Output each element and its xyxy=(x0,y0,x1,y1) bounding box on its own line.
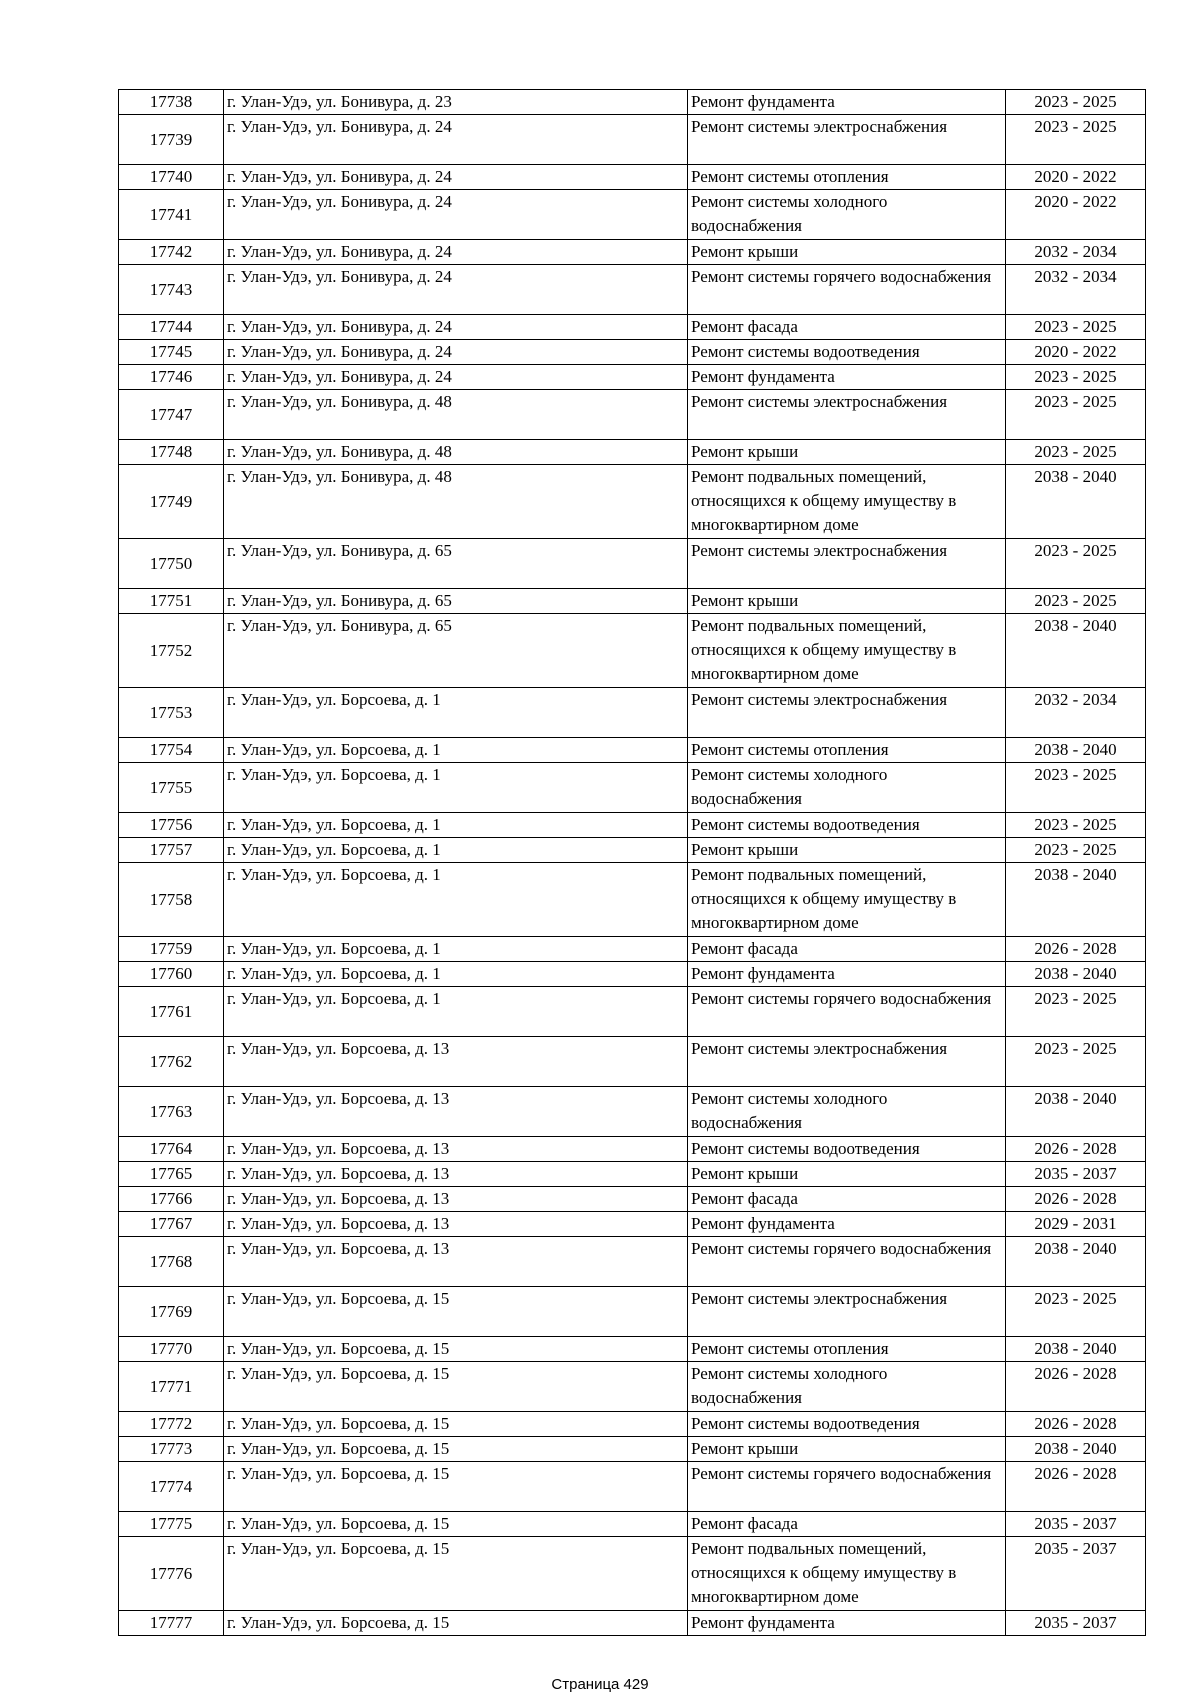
table-row xyxy=(119,1162,1146,1187)
cell-record-id: 17744 xyxy=(119,315,224,340)
cell-work-type: Ремонт системы холодного водоснабжения xyxy=(688,1087,1006,1137)
cell-record-id: 17757 xyxy=(119,838,224,863)
cell-record-id: 17762 xyxy=(119,1037,224,1087)
cell-address: г. Улан-Удэ, ул. Борсоева, д. 1 xyxy=(224,813,688,838)
cell-period: 2023 - 2025 xyxy=(1006,539,1146,589)
cell-work-type: Ремонт фундамента xyxy=(688,365,1006,390)
table-row xyxy=(119,589,1146,614)
cell-record-id: 17745 xyxy=(119,340,224,365)
cell-record-id: 17755 xyxy=(119,763,224,813)
cell-period: 2023 - 2025 xyxy=(1006,1287,1146,1337)
table-row xyxy=(119,1412,1146,1437)
cell-record-id: 17770 xyxy=(119,1337,224,1362)
cell-address: г. Улан-Удэ, ул. Борсоева, д. 15 xyxy=(224,1462,688,1512)
cell-work-type: Ремонт крыши xyxy=(688,240,1006,265)
cell-record-id: 17750 xyxy=(119,539,224,589)
cell-record-id: 17751 xyxy=(119,589,224,614)
table-row xyxy=(119,1212,1146,1237)
cell-address: г. Улан-Удэ, ул. Борсоева, д. 15 xyxy=(224,1362,688,1412)
cell-period: 2023 - 2025 xyxy=(1006,90,1146,115)
cell-work-type: Ремонт фундамента xyxy=(688,1212,1006,1237)
cell-period: 2038 - 2040 xyxy=(1006,863,1146,937)
cell-address: г. Улан-Удэ, ул. Борсоева, д. 1 xyxy=(224,863,688,937)
cell-address: г. Улан-Удэ, ул. Борсоева, д. 13 xyxy=(224,1037,688,1087)
table-row xyxy=(119,763,1146,813)
cell-address: г. Улан-Удэ, ул. Бонивура, д. 48 xyxy=(224,440,688,465)
cell-period: 2032 - 2034 xyxy=(1006,265,1146,315)
cell-address: г. Улан-Удэ, ул. Борсоева, д. 15 xyxy=(224,1437,688,1462)
cell-work-type: Ремонт системы отопления xyxy=(688,738,1006,763)
cell-record-id: 17747 xyxy=(119,390,224,440)
cell-work-type: Ремонт системы отопления xyxy=(688,1337,1006,1362)
cell-record-id: 17752 xyxy=(119,614,224,688)
cell-work-type: Ремонт системы холодного водоснабжения xyxy=(688,1362,1006,1412)
table-row xyxy=(119,165,1146,190)
cell-work-type: Ремонт фасада xyxy=(688,937,1006,962)
table-row xyxy=(119,987,1146,1037)
cell-period: 2026 - 2028 xyxy=(1006,1362,1146,1412)
cell-work-type: Ремонт системы электроснабжения xyxy=(688,539,1006,589)
cell-record-id: 17773 xyxy=(119,1437,224,1462)
cell-period: 2029 - 2031 xyxy=(1006,1212,1146,1237)
cell-period: 2023 - 2025 xyxy=(1006,813,1146,838)
cell-period: 2038 - 2040 xyxy=(1006,1337,1146,1362)
table-row xyxy=(119,838,1146,863)
cell-work-type: Ремонт подвальных помещений, относящихся к общему имуществу в многоквартирном доме xyxy=(688,465,1006,539)
cell-address: г. Улан-Удэ, ул. Бонивура, д. 65 xyxy=(224,614,688,688)
table-row xyxy=(119,937,1146,962)
cell-work-type: Ремонт подвальных помещений, относящихся к общему имуществу в многоквартирном доме xyxy=(688,1537,1006,1611)
cell-address: г. Улан-Удэ, ул. Борсоева, д. 1 xyxy=(224,738,688,763)
cell-work-type: Ремонт крыши xyxy=(688,1437,1006,1462)
cell-address: г. Улан-Удэ, ул. Бонивура, д. 65 xyxy=(224,539,688,589)
cell-record-id: 17760 xyxy=(119,962,224,987)
cell-period: 2032 - 2034 xyxy=(1006,688,1146,738)
cell-record-id: 17777 xyxy=(119,1611,224,1636)
cell-address: г. Улан-Удэ, ул. Бонивура, д. 24 xyxy=(224,190,688,240)
table-row xyxy=(119,1187,1146,1212)
cell-period: 2023 - 2025 xyxy=(1006,390,1146,440)
cell-period: 2026 - 2028 xyxy=(1006,937,1146,962)
table-row xyxy=(119,688,1146,738)
cell-period: 2023 - 2025 xyxy=(1006,987,1146,1037)
cell-work-type: Ремонт крыши xyxy=(688,1162,1006,1187)
cell-record-id: 17739 xyxy=(119,115,224,165)
cell-work-type: Ремонт подвальных помещений, относящихся к общему имуществу в многоквартирном доме xyxy=(688,863,1006,937)
cell-period: 2035 - 2037 xyxy=(1006,1162,1146,1187)
cell-work-type: Ремонт системы горячего водоснабжения xyxy=(688,987,1006,1037)
table-row xyxy=(119,614,1146,688)
cell-work-type: Ремонт системы электроснабжения xyxy=(688,1287,1006,1337)
cell-record-id: 17756 xyxy=(119,813,224,838)
cell-record-id: 17768 xyxy=(119,1237,224,1287)
cell-work-type: Ремонт системы электроснабжения xyxy=(688,390,1006,440)
table-row xyxy=(119,340,1146,365)
cell-record-id: 17775 xyxy=(119,1512,224,1537)
cell-period: 2026 - 2028 xyxy=(1006,1462,1146,1512)
cell-address: г. Улан-Удэ, ул. Борсоева, д. 15 xyxy=(224,1537,688,1611)
table-row xyxy=(119,440,1146,465)
cell-period: 2023 - 2025 xyxy=(1006,365,1146,390)
cell-work-type: Ремонт системы электроснабжения xyxy=(688,1037,1006,1087)
table-row xyxy=(119,390,1146,440)
table-row xyxy=(119,738,1146,763)
table-row xyxy=(119,190,1146,240)
table-row xyxy=(119,813,1146,838)
cell-address: г. Улан-Удэ, ул. Борсоева, д. 15 xyxy=(224,1337,688,1362)
cell-record-id: 17746 xyxy=(119,365,224,390)
table-row xyxy=(119,1537,1146,1611)
cell-period: 2038 - 2040 xyxy=(1006,1087,1146,1137)
cell-address: г. Улан-Удэ, ул. Борсоева, д. 1 xyxy=(224,763,688,813)
cell-work-type: Ремонт системы горячего водоснабжения xyxy=(688,265,1006,315)
table-row xyxy=(119,1337,1146,1362)
cell-address: г. Улан-Удэ, ул. Борсоева, д. 1 xyxy=(224,688,688,738)
cell-period: 2026 - 2028 xyxy=(1006,1137,1146,1162)
table-row xyxy=(119,1437,1146,1462)
table-row xyxy=(119,1362,1146,1412)
cell-work-type: Ремонт системы водоотведения xyxy=(688,813,1006,838)
cell-period: 2038 - 2040 xyxy=(1006,962,1146,987)
table-row xyxy=(119,1137,1146,1162)
cell-period: 2035 - 2037 xyxy=(1006,1512,1146,1537)
cell-record-id: 17738 xyxy=(119,90,224,115)
cell-period: 2023 - 2025 xyxy=(1006,838,1146,863)
cell-record-id: 17759 xyxy=(119,937,224,962)
cell-period: 2023 - 2025 xyxy=(1006,315,1146,340)
cell-address: г. Улан-Удэ, ул. Борсоева, д. 15 xyxy=(224,1287,688,1337)
cell-work-type: Ремонт фундамента xyxy=(688,1611,1006,1636)
cell-record-id: 17776 xyxy=(119,1537,224,1611)
cell-record-id: 17758 xyxy=(119,863,224,937)
cell-period: 2023 - 2025 xyxy=(1006,589,1146,614)
repair-schedule-table xyxy=(118,89,1146,1636)
cell-period: 2020 - 2022 xyxy=(1006,190,1146,240)
cell-work-type: Ремонт системы холодного водоснабжения xyxy=(688,190,1006,240)
cell-work-type: Ремонт фасада xyxy=(688,1187,1006,1212)
table-row xyxy=(119,365,1146,390)
cell-period: 2023 - 2025 xyxy=(1006,115,1146,165)
cell-work-type: Ремонт фундамента xyxy=(688,90,1006,115)
table-row xyxy=(119,465,1146,539)
cell-address: г. Улан-Удэ, ул. Бонивура, д. 48 xyxy=(224,465,688,539)
cell-period: 2038 - 2040 xyxy=(1006,465,1146,539)
cell-address: г. Улан-Удэ, ул. Бонивура, д. 24 xyxy=(224,240,688,265)
table-row xyxy=(119,115,1146,165)
table-row xyxy=(119,265,1146,315)
cell-record-id: 17764 xyxy=(119,1137,224,1162)
cell-address: г. Улан-Удэ, ул. Борсоева, д. 15 xyxy=(224,1611,688,1636)
cell-work-type: Ремонт системы электроснабжения xyxy=(688,115,1006,165)
cell-period: 2020 - 2022 xyxy=(1006,165,1146,190)
cell-work-type: Ремонт крыши xyxy=(688,838,1006,863)
table-row xyxy=(119,1462,1146,1512)
cell-work-type: Ремонт системы водоотведения xyxy=(688,340,1006,365)
cell-record-id: 17740 xyxy=(119,165,224,190)
table-row xyxy=(119,315,1146,340)
page-number: Страница 429 xyxy=(551,1676,649,1693)
cell-period: 2023 - 2025 xyxy=(1006,763,1146,813)
cell-address: г. Улан-Удэ, ул. Борсоева, д. 13 xyxy=(224,1162,688,1187)
cell-record-id: 17742 xyxy=(119,240,224,265)
cell-address: г. Улан-Удэ, ул. Борсоева, д. 13 xyxy=(224,1237,688,1287)
cell-record-id: 17754 xyxy=(119,738,224,763)
cell-record-id: 17772 xyxy=(119,1412,224,1437)
cell-address: г. Улан-Удэ, ул. Борсоева, д. 1 xyxy=(224,937,688,962)
cell-work-type: Ремонт фундамента xyxy=(688,962,1006,987)
cell-address: г. Улан-Удэ, ул. Борсоева, д. 15 xyxy=(224,1412,688,1437)
table-row xyxy=(119,1611,1146,1636)
cell-period: 2023 - 2025 xyxy=(1006,1037,1146,1087)
cell-work-type: Ремонт подвальных помещений, относящихся к общему имуществу в многоквартирном доме xyxy=(688,614,1006,688)
cell-address: г. Улан-Удэ, ул. Борсоева, д. 1 xyxy=(224,838,688,863)
cell-record-id: 17743 xyxy=(119,265,224,315)
table-row xyxy=(119,962,1146,987)
cell-address: г. Улан-Удэ, ул. Бонивура, д. 23 xyxy=(224,90,688,115)
cell-record-id: 17771 xyxy=(119,1362,224,1412)
cell-work-type: Ремонт системы отопления xyxy=(688,165,1006,190)
table-row xyxy=(119,90,1146,115)
cell-record-id: 17748 xyxy=(119,440,224,465)
cell-record-id: 17774 xyxy=(119,1462,224,1512)
table-body xyxy=(119,90,1146,1636)
cell-period: 2038 - 2040 xyxy=(1006,1237,1146,1287)
cell-period: 2038 - 2040 xyxy=(1006,614,1146,688)
cell-work-type: Ремонт системы водоотведения xyxy=(688,1412,1006,1437)
table-row xyxy=(119,863,1146,937)
cell-work-type: Ремонт фасада xyxy=(688,315,1006,340)
table-row xyxy=(119,1037,1146,1087)
cell-address: г. Улан-Удэ, ул. Борсоева, д. 15 xyxy=(224,1512,688,1537)
cell-period: 2032 - 2034 xyxy=(1006,240,1146,265)
table-row xyxy=(119,240,1146,265)
cell-record-id: 17769 xyxy=(119,1287,224,1337)
table-row xyxy=(119,1087,1146,1137)
cell-period: 2035 - 2037 xyxy=(1006,1537,1146,1611)
cell-work-type: Ремонт системы водоотведения xyxy=(688,1137,1006,1162)
cell-work-type: Ремонт системы электроснабжения xyxy=(688,688,1006,738)
cell-address: г. Улан-Удэ, ул. Бонивура, д. 24 xyxy=(224,265,688,315)
cell-period: 2038 - 2040 xyxy=(1006,1437,1146,1462)
cell-address: г. Улан-Удэ, ул. Борсоева, д. 13 xyxy=(224,1087,688,1137)
table-row xyxy=(119,1512,1146,1537)
cell-address: г. Улан-Удэ, ул. Борсоева, д. 13 xyxy=(224,1137,688,1162)
cell-period: 2023 - 2025 xyxy=(1006,440,1146,465)
cell-record-id: 17765 xyxy=(119,1162,224,1187)
cell-work-type: Ремонт крыши xyxy=(688,440,1006,465)
cell-address: г. Улан-Удэ, ул. Бонивура, д. 65 xyxy=(224,589,688,614)
cell-address: г. Улан-Удэ, ул. Бонивура, д. 24 xyxy=(224,115,688,165)
cell-period: 2026 - 2028 xyxy=(1006,1412,1146,1437)
table-row xyxy=(119,1287,1146,1337)
cell-period: 2038 - 2040 xyxy=(1006,738,1146,763)
cell-record-id: 17749 xyxy=(119,465,224,539)
cell-work-type: Ремонт системы горячего водоснабжения xyxy=(688,1237,1006,1287)
cell-address: г. Улан-Удэ, ул. Бонивура, д. 24 xyxy=(224,165,688,190)
cell-work-type: Ремонт крыши xyxy=(688,589,1006,614)
cell-address: г. Улан-Удэ, ул. Бонивура, д. 24 xyxy=(224,365,688,390)
cell-record-id: 17767 xyxy=(119,1212,224,1237)
cell-address: г. Улан-Удэ, ул. Борсоева, д. 13 xyxy=(224,1187,688,1212)
cell-record-id: 17741 xyxy=(119,190,224,240)
table-row xyxy=(119,539,1146,589)
cell-work-type: Ремонт системы холодного водоснабжения xyxy=(688,763,1006,813)
cell-record-id: 17763 xyxy=(119,1087,224,1137)
cell-period: 2020 - 2022 xyxy=(1006,340,1146,365)
cell-period: 2026 - 2028 xyxy=(1006,1187,1146,1212)
cell-address: г. Улан-Удэ, ул. Бонивура, д. 24 xyxy=(224,315,688,340)
cell-record-id: 17753 xyxy=(119,688,224,738)
cell-record-id: 17766 xyxy=(119,1187,224,1212)
cell-address: г. Улан-Удэ, ул. Борсоева, д. 13 xyxy=(224,1212,688,1237)
cell-period: 2035 - 2037 xyxy=(1006,1611,1146,1636)
cell-address: г. Улан-Удэ, ул. Борсоева, д. 1 xyxy=(224,987,688,1037)
cell-work-type: Ремонт системы горячего водоснабжения xyxy=(688,1462,1006,1512)
cell-address: г. Улан-Удэ, ул. Бонивура, д. 24 xyxy=(224,340,688,365)
table-row xyxy=(119,1237,1146,1287)
cell-work-type: Ремонт фасада xyxy=(688,1512,1006,1537)
cell-record-id: 17761 xyxy=(119,987,224,1037)
cell-address: г. Улан-Удэ, ул. Борсоева, д. 1 xyxy=(224,962,688,987)
cell-address: г. Улан-Удэ, ул. Бонивура, д. 48 xyxy=(224,390,688,440)
